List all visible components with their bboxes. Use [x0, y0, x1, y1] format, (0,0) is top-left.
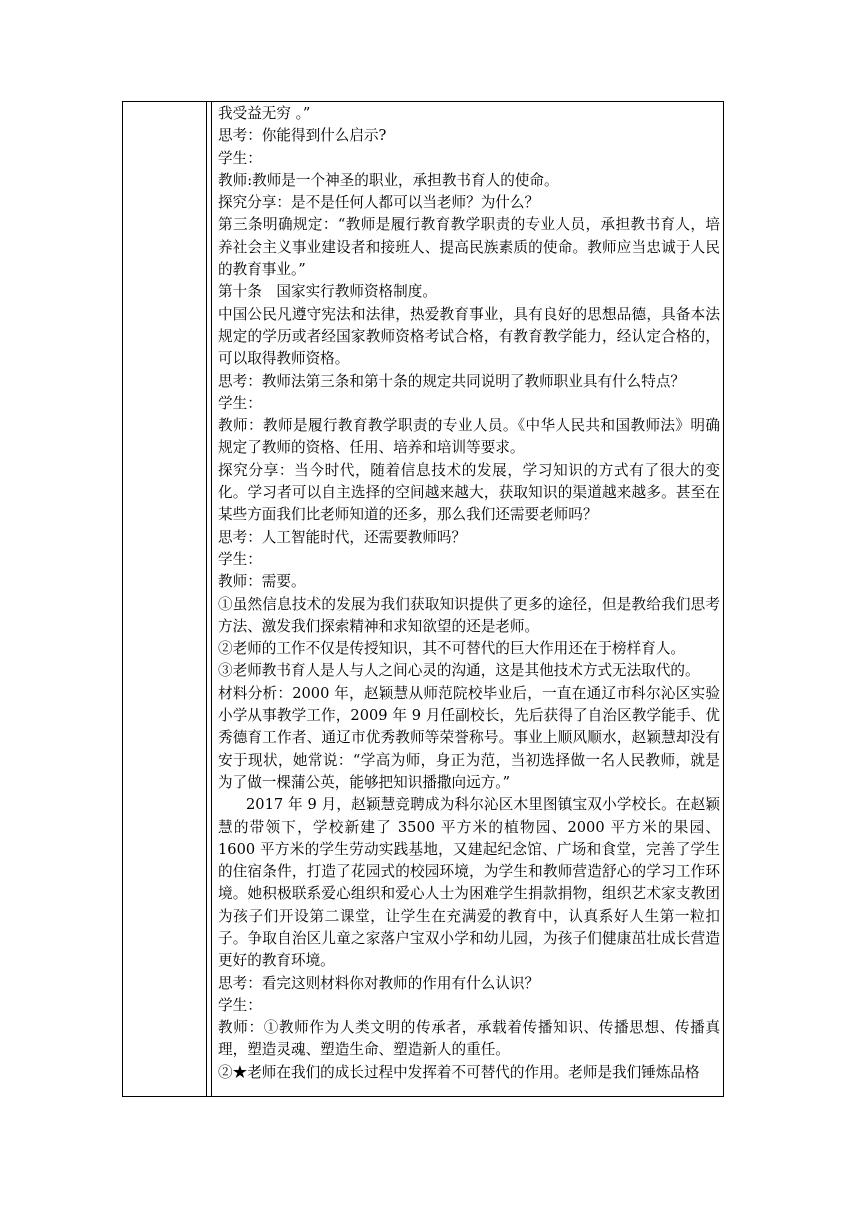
text-line: 探究分享：是不是任何人都可以当老师？为什么？ — [218, 194, 540, 212]
text-line: 我受益无穷 。” — [218, 105, 311, 122]
text-line: 教师：需要。 — [218, 573, 306, 591]
text-line: ②老师的工作不仅是传授知识，其不可替代的巨大作用还在于榜样育人。 — [218, 640, 686, 658]
text-line: 教师：①教师作为人类文明的传承者，承载着传播知识、传播思想、传播真理，塑造灵魂、塑造生命、塑造新人的重任。 — [218, 1019, 720, 1059]
text-line: 思考：看完这则材料你对教师的作用有什么认识？ — [218, 974, 540, 992]
text-line: 中国公民凡遵守宪法和法律，热爱教育事业，具有良好的思想品德，具备本法规定的学历或者经国家教师资格考试合格，有教育教学能力，经认定合格的，可以取得教师资格。 — [218, 305, 720, 368]
text-line: 探究分享：当今时代，随着信息技术的发展，学习知识的方式有了很大的变化。学习者可以自主选择的空间越来越大，获取知识的渠道越来越多。甚至在某些方面我们比老师知道的还多，那么我们还需要老师吗？ — [218, 461, 720, 524]
column-divider — [206, 102, 207, 1096]
text-line: 教师：教师是履行教育教学职责的专业人员。《中华人民共和国教师法》明确规定了教师的资格、任用、培养和培训等要求。 — [218, 417, 720, 457]
text-line: ③老师教书育人是人与人之间心灵的沟通，这是其他技术方式无法取代的。 — [218, 662, 700, 680]
text-line: 第三条明确规定：“教师是履行教育教学职责的专业人员，承担教书育人，培养社会主义事业建设者和接班人、提高民族素质的使命。教师应当忠诚于人民的教育事业。” — [218, 216, 720, 279]
text-line: 学生： — [218, 550, 262, 568]
text-line: 思考：人工智能时代，还需要教师吗？ — [218, 528, 467, 546]
text-line: 思考：你能得到什么启示? — [218, 127, 387, 145]
column-divider — [211, 102, 212, 1096]
text-line: 思考：教师法第三条和第十条的规定共同说明了教师职业具有什么特点？ — [218, 372, 686, 390]
lesson-content-cell — [218, 103, 720, 1084]
text-line: 第十条 国家实行教师资格制度。 — [218, 283, 437, 301]
text-line: 2017 年 9 月，赵颖慧竞聘成为科尔沁区木里图镇宝双小学校长。在赵颖慧的带领下，学校新建了 3500 平方米的植物园、2000 平方米的果园、1600 平方米的学生劳动实践基地，又建起纪念馆、广场和食堂，完善了学生的住宿条件，打造了花园式的校园环境，为学生和教师营造舒心的学习工作环境。她积极联系爱心组织和爱心人士为困难学生捐款捐物，组织艺术家支教团为孩子们开设第二课堂，让学生在充满爱的教育中，认真系好人生第一粒扣子。争取自治区儿童之家落户宝双小学和幼儿园，为孩子们健康茁壮成长营造更好的教育环境。 — [218, 796, 720, 970]
text-line: ①虽然信息技术的发展为我们获取知识提供了更多的途径，但是教给我们思考方法、激发我们探索精神和求知欲望的还是老师。 — [218, 595, 720, 635]
text-line: 学生： — [218, 996, 262, 1014]
text-line: 学生： — [218, 149, 262, 167]
text-line: ②★老师在我们的成长过程中发挥着不可替代的作用。老师是我们锤炼品格 — [218, 1063, 700, 1081]
text-line: 教师:教师是一个神圣的职业，承担教书育人的使命。 — [218, 171, 559, 189]
text-line: 材料分析：2000 年，赵颖慧从师范院校毕业后，一直在通辽市科尔沁区实验小学从事教学工作，2009 年 9 月任副校长，先后获得了自治区教学能手、优秀德育工作者、通辽市优秀教师等荣誉称号。事业上顺风顺水，赵颖慧却没有安于现状，她常说：“学高为师，身正为范，当初选择做一名人民教师，就是为了做一棵蒲公英，能够把知识播撒向远方。” — [218, 684, 720, 791]
text-line: 学生： — [218, 394, 262, 412]
